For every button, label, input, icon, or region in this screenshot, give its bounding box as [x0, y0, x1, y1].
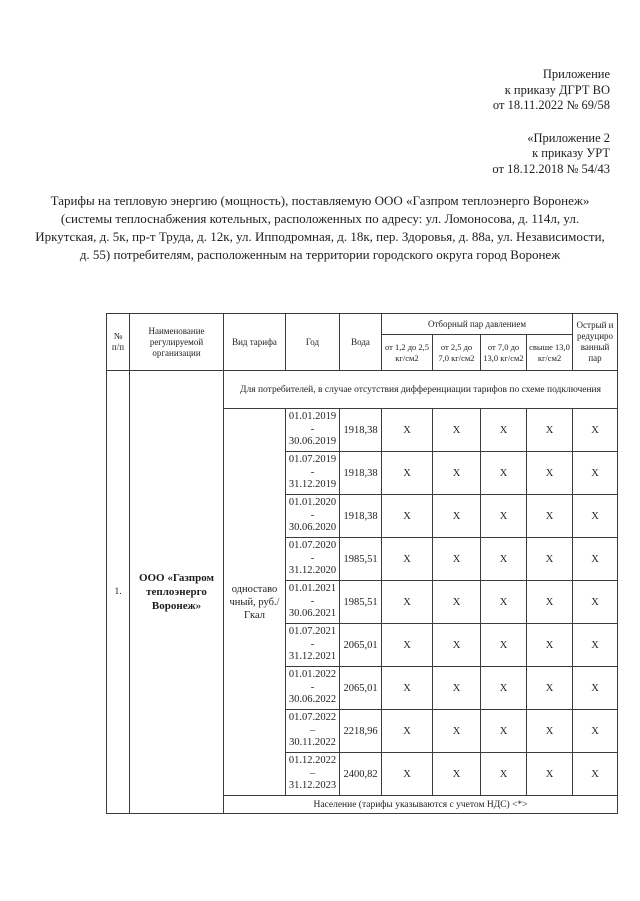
steam3-cell: X: [481, 753, 527, 796]
period-dash: –: [309, 724, 316, 736]
period-start: 01.01.2019: [288, 411, 337, 423]
col-header-num: № п/п: [107, 314, 130, 371]
col-header-tariff-type: Вид тарифа: [224, 314, 286, 371]
period-end: 31.12.2020: [288, 565, 337, 577]
ref2-line2: к приказу УРТ: [532, 146, 610, 160]
period-dash: -: [310, 681, 315, 693]
period-start: 01.12.2022: [288, 755, 337, 767]
ref1-line2: к приказу ДГРТ ВО: [504, 82, 610, 97]
period-start: 01.07.2021: [288, 626, 337, 638]
steam1-cell: X: [382, 710, 433, 753]
sharp-steam-cell: X: [573, 452, 618, 495]
steam4-cell: X: [527, 710, 573, 753]
water-value-cell: 1985,51: [340, 538, 382, 581]
steam3-cell: X: [481, 710, 527, 753]
period-start: 01.01.2020: [288, 497, 337, 509]
steam2-cell: X: [433, 538, 481, 581]
water-value-cell: 1985,51: [340, 581, 382, 624]
col-header-steam-3: от 7,0 до 13,0 кг/см2: [481, 335, 527, 371]
period-dash: -: [310, 509, 315, 521]
ref1-line1: Приложение: [542, 67, 610, 81]
sharp-steam-cell: X: [573, 753, 618, 796]
period-start: 01.07.2019: [288, 454, 337, 466]
period-cell: [286, 495, 340, 538]
period-end: 30.06.2021: [288, 608, 337, 620]
col-header-year: Год: [286, 314, 340, 371]
col-header-steam-group: Отборный пар давлением: [382, 314, 573, 335]
col-header-org: Наименование регулируемой организации: [130, 314, 224, 371]
period-end: 30.11.2022: [289, 737, 336, 749]
steam3-cell: X: [481, 624, 527, 667]
period-end: 31.12.2019: [288, 479, 337, 491]
steam3-cell: X: [481, 452, 527, 495]
steam4-cell: X: [527, 753, 573, 796]
table-header-row-1: [107, 314, 618, 335]
period-end: 30.06.2022: [288, 694, 337, 706]
sharp-steam-cell: X: [573, 667, 618, 710]
steam1-cell: X: [382, 538, 433, 581]
reference-block-1: [492, 67, 610, 114]
organization-name-cell: ООО «Газпром теплоэнерго Воронеж»: [130, 371, 224, 814]
steam3-cell: X: [481, 538, 527, 581]
steam3-cell: X: [481, 581, 527, 624]
period-end: 30.06.2020: [288, 522, 337, 534]
steam2-cell: X: [433, 495, 481, 538]
steam2-cell: X: [433, 753, 481, 796]
reference-block-2: [492, 131, 610, 178]
steam4-cell: X: [527, 581, 573, 624]
period-cell: [286, 452, 340, 495]
period-start: 01.07.2020: [288, 540, 337, 552]
period-dash: -: [310, 423, 315, 435]
period-start: 01.01.2022: [288, 669, 337, 681]
col-header-sharp-steam: Острый и редуциро ванный пар: [573, 314, 618, 371]
sharp-steam-cell: X: [573, 409, 618, 452]
sharp-steam-cell: X: [573, 495, 618, 538]
steam4-cell: X: [527, 409, 573, 452]
period-cell: [286, 624, 340, 667]
period-cell: [286, 667, 340, 710]
steam2-cell: X: [433, 452, 481, 495]
period-cell: [286, 710, 340, 753]
period-cell: [286, 581, 340, 624]
water-value-cell: 1918,38: [340, 409, 382, 452]
row-number-cell: 1.: [107, 371, 130, 814]
sharp-steam-cell: X: [573, 710, 618, 753]
sharp-steam-cell: X: [573, 624, 618, 667]
water-value-cell: 1918,38: [340, 452, 382, 495]
period-end: 31.12.2023: [288, 780, 337, 792]
period-cell: [286, 409, 340, 452]
steam4-cell: X: [527, 495, 573, 538]
period-cell: [286, 538, 340, 581]
water-value-cell: 2218,96: [340, 710, 382, 753]
water-value-cell: 2400,82: [340, 753, 382, 796]
steam2-cell: X: [433, 667, 481, 710]
steam1-cell: X: [382, 581, 433, 624]
ref1-line3: от 18.11.2022 № 69/58: [492, 98, 610, 112]
period-start: 01.07.2022: [288, 712, 337, 724]
steam1-cell: X: [382, 667, 433, 710]
steam4-cell: X: [527, 538, 573, 581]
steam3-cell: X: [481, 495, 527, 538]
steam2-cell: X: [433, 409, 481, 452]
col-header-steam-2: от 2,5 до 7,0 кг/см2: [433, 335, 481, 371]
water-value-cell: 2065,01: [340, 624, 382, 667]
period-dash: -: [310, 552, 315, 564]
steam1-cell: X: [382, 624, 433, 667]
steam1-cell: X: [382, 495, 433, 538]
tariff-type-cell: одноставо чный, руб./Гкал: [224, 409, 286, 796]
period-end: 31.12.2021: [288, 651, 337, 663]
water-value-cell: 1918,38: [340, 495, 382, 538]
tariff-table: [106, 313, 618, 814]
period-start: 01.01.2021: [288, 583, 337, 595]
period-dash: –: [309, 767, 316, 779]
period-end: 30.06.2019: [288, 436, 337, 448]
sharp-steam-cell: X: [573, 538, 618, 581]
col-header-water: Вода: [340, 314, 382, 371]
steam3-cell: X: [481, 667, 527, 710]
ref2-line1: «Приложение 2: [527, 130, 610, 145]
steam2-cell: X: [433, 581, 481, 624]
steam3-cell: X: [481, 409, 527, 452]
water-value-cell: 2065,01: [340, 667, 382, 710]
col-header-steam-1: от 1,2 до 2,5 кг/см2: [382, 335, 433, 371]
steam1-cell: X: [382, 753, 433, 796]
section-label-cell: Для потребителей, в случае отсутствия дифференциации тарифов по схеме подключения: [224, 371, 618, 409]
period-dash: -: [310, 638, 315, 650]
document-title: Тарифы на тепловую энергию (мощность), поставляемую ООО «Газпром теплоэнерго Воронеж» (системы теплоснабжения котельных, расположенных по адресу: ул. Ломоносова, д. 114л, ул. Иркутская, д. 5к, пр-т Труда, д. 12к, ул. Ипподромная, д. 18к, пер. Здоровья, д. 88а, ул. Независимости, д. 55) потребителям, расположенным на территории городского округа город Воронеж: [35, 193, 605, 262]
period-dash: -: [310, 595, 315, 607]
reference-blocks: [492, 67, 610, 177]
steam4-cell: X: [527, 452, 573, 495]
steam1-cell: X: [382, 452, 433, 495]
section-row: [107, 371, 618, 409]
steam4-cell: X: [527, 624, 573, 667]
population-label-cell: Население (тарифы указываются с учетом НДС) <*>: [224, 796, 618, 814]
steam2-cell: X: [433, 624, 481, 667]
steam4-cell: X: [527, 667, 573, 710]
period-dash: -: [310, 466, 315, 478]
col-header-steam-4: свыше 13,0 кг/см2: [527, 335, 573, 371]
steam1-cell: X: [382, 409, 433, 452]
ref2-line3: от 18.12.2018 № 54/43: [492, 161, 610, 176]
sharp-steam-cell: X: [573, 581, 618, 624]
steam2-cell: X: [433, 710, 481, 753]
period-cell: [286, 753, 340, 796]
